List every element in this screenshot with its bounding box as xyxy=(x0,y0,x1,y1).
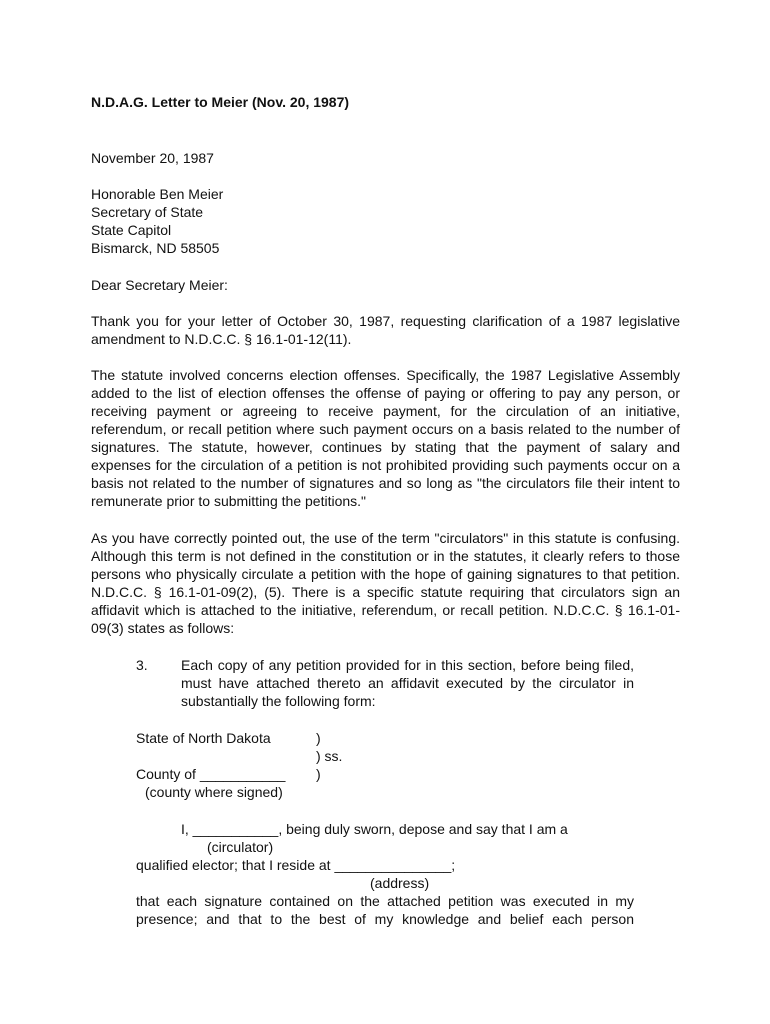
paragraph-3: As you have correctly pointed out, the use of the term "circulators" in this statute is confusing. Although this term is not defined in the constitution or in the statutes, it clearly refers to those persons who physically circulate a petition with the hope of gaining signatures to that petition. N.D.C.C. § 16.1-01-09(2), (5). There is a specific statute requiring that circulators sign an affidavit which is attached to the initiative, referendum, or recall petition. N.D.C.C. § 16.1-01-09(3) states as follows: xyxy=(91,530,680,636)
quoted-statute: Each copy of any petition provided for in this section, before being filed, must have attached thereto an affidavit executed by the circulator in substantially the following form: xyxy=(181,657,634,709)
document-title: N.D.A.G. Letter to Meier (Nov. 20, 1987) xyxy=(91,94,350,110)
form-ss: ) ss. xyxy=(316,748,343,764)
form-bracket: ) xyxy=(316,730,321,746)
form-bracket: ) xyxy=(316,766,321,782)
salutation: Dear Secretary Meier: xyxy=(91,277,228,293)
address-line: Secretary of State xyxy=(91,204,204,220)
form-county-note: (county where signed) xyxy=(145,784,283,800)
quote-number: 3. xyxy=(136,657,148,673)
form-county: County of ___________ xyxy=(136,766,286,782)
address-line: Honorable Ben Meier xyxy=(91,186,224,202)
form-address-note: (address) xyxy=(370,875,430,891)
address-line: State Capitol xyxy=(91,222,172,238)
form-oath: I, ___________, being duly sworn, depose and say that I am a xyxy=(181,821,568,837)
paragraph-2: The statute involved concerns election offenses. Specifically, the 1987 Legislative Assembly added to the list of election offenses the offense of paying or offering to pay any person, or receiving payment or agreeing to receive payment, for the circulation of an initiative, referendum, or recall petition where such payment occurs on a basis related to the number of signatures. The statute, however, continues by stating that the payment of salary and expenses for the circulation of a petition is not prohibited providing such payments occur on a basis not related to the number of signatures and so long as "the circulators file their intent to remunerate prior to submitting the petitions." xyxy=(91,367,680,509)
letter-date: November 20, 1987 xyxy=(91,150,214,166)
form-elector: qualified elector; that I reside at _______________; xyxy=(136,857,456,873)
address-line: Bismarck, ND 58505 xyxy=(91,240,220,256)
form-final: that each signature contained on the attached petition was executed in my presence; and that to the best of my knowledge and belief each person xyxy=(136,893,634,927)
form-circulator-note: (circulator) xyxy=(207,839,274,855)
form-state: State of North Dakota xyxy=(136,730,271,746)
paragraph-1: Thank you for your letter of October 30, 1987, requesting clarification of a 1987 legislative amendment to N.D.C.C. § 16.1-01-12(11). xyxy=(91,313,680,347)
